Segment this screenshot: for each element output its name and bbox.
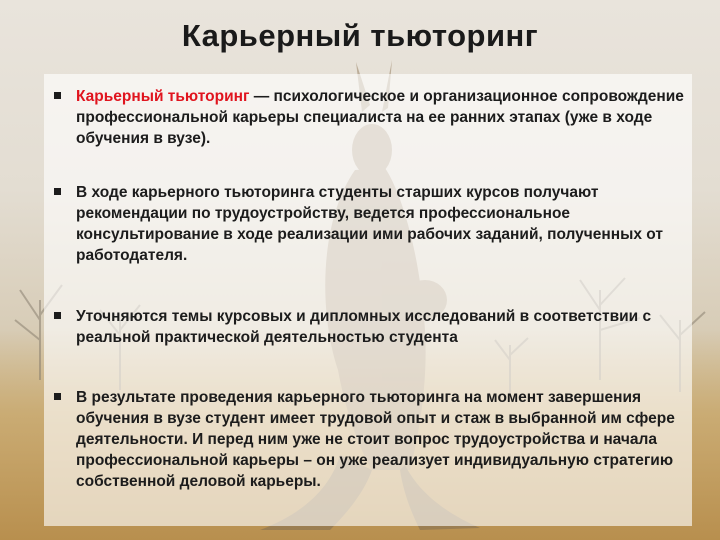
highlighted-term: Карьерный тьюторинг	[76, 88, 250, 105]
square-bullet-icon	[54, 92, 61, 99]
bullet-text: В результате проведения карьерного тьюторинга на момент завершения обучения в вузе студент имеет трудовой опыт и стаж в выбранной им сфере деятельности. И перед ним уже не стоит вопрос трудоустройства и начала профессиональной карьеры – он уже реализует индивидуальную стратегию собственной деловой карьеры.	[76, 389, 675, 490]
bullet-item	[50, 86, 690, 149]
bullet-item	[50, 306, 690, 348]
bullet-text: Уточняются темы курсовых и дипломных исследований в соответствии с реальной практической деятельностью студента	[76, 308, 652, 346]
slide-title: Карьерный тьюторинг	[181, 18, 539, 53]
bullet-text: — психологическое и организационное сопровождение профессиональной карьеры специалиста на ее ранних этапах (уже в ходе обучения в вузе).	[76, 88, 684, 147]
square-bullet-icon	[54, 393, 61, 400]
square-bullet-icon	[54, 188, 61, 195]
bullet-item	[50, 387, 690, 492]
square-bullet-icon	[54, 312, 61, 319]
bullet-list	[50, 86, 690, 492]
bullet-text: В ходе карьерного тьюторинга студенты старших курсов получают рекомендации по трудоустройству, ведется профессиональное консультирование в ходе реализации ими рабочих заданий, полученных от работодателя.	[76, 184, 663, 264]
bullet-item	[50, 182, 690, 266]
